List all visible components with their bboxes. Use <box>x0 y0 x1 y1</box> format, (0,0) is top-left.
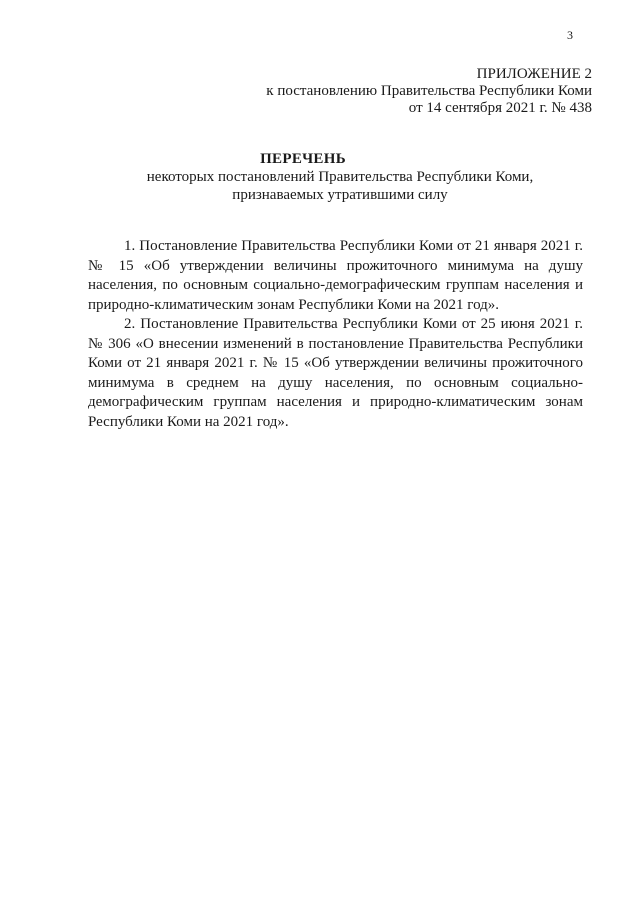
list-item: 1. Постановление Правительства Республики Коми от 21 января 2021 г. № 15 «Об утверждении величины прожиточного минимума на душу населения, по основным социально-демографическим группам населения и природно-климатическим зонам Республики Коми на 2021 год». <box>88 238 583 313</box>
document-heading <box>0 150 640 204</box>
document-title: ПЕРЕЧЕНЬ <box>260 151 346 167</box>
appendix-reference: к постановлению Правительства Республики Коми <box>266 83 592 99</box>
subtitle-line-1: некоторых постановлений Правительства Республики Коми, <box>146 169 534 185</box>
appendix-date: от 14 сентября 2021 г. № 438 <box>408 100 592 116</box>
appendix-title: ПРИЛОЖЕНИЕ 2 <box>476 66 592 82</box>
appendix-header <box>266 66 592 117</box>
page-number: 3 <box>567 28 573 42</box>
document-subtitle <box>0 168 640 204</box>
list-item: 2. Постановление Правительства Республики Коми от 25 июня 2021 г. № 306 «О внесении изменений в постановление Правительства Республики Коми от 21 января 2021 г. № 15 «Об утверждении величины прожиточного минимума в среднем на душу населения, по основным социально-демографическим группам населения и природно-климатическим зонам Республики Коми на 2021 год». <box>88 316 583 430</box>
subtitle-line-2: признаваемых утратившими силу <box>232 187 448 203</box>
document-body <box>88 237 583 432</box>
